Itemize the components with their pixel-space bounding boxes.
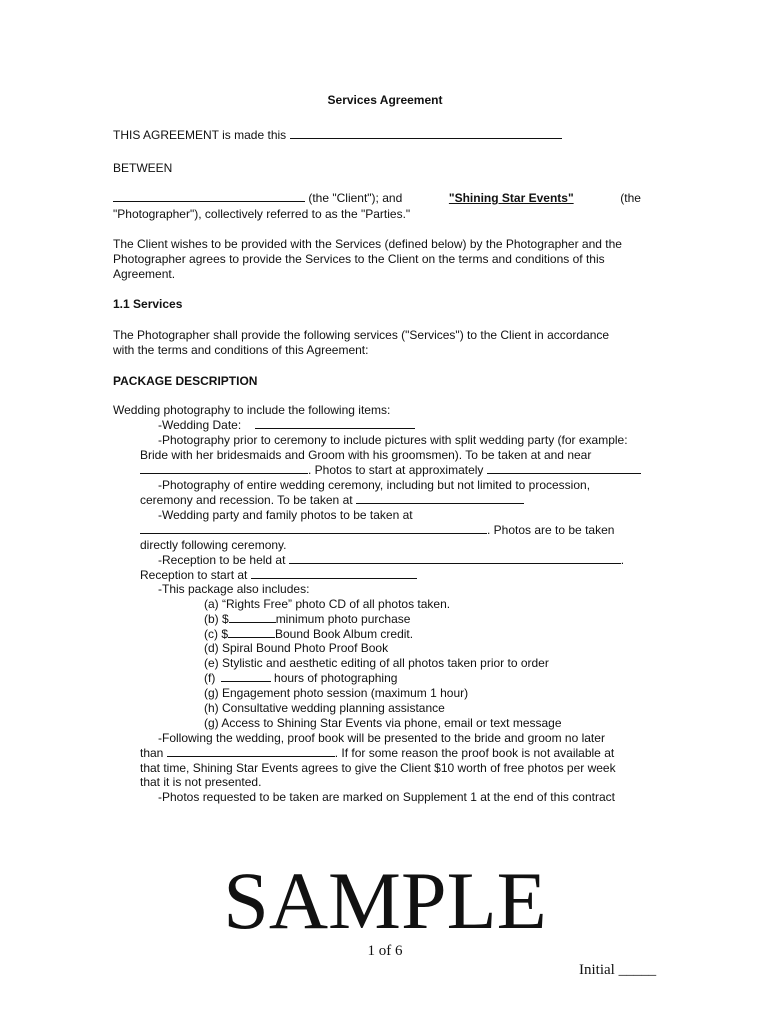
- include-g-engagement: (g) Engagement photo session (maximum 1 hour): [204, 686, 469, 700]
- client-name-blank[interactable]: [113, 191, 305, 202]
- party-family-line: -Wedding party and family photos to be taken at: [158, 508, 413, 522]
- than-text: than: [140, 746, 164, 760]
- include-e: (e) Stylistic and aesthetic editing of all photos taken prior to order: [204, 656, 549, 670]
- package-intro: Wedding photography to include the following items:: [113, 403, 391, 417]
- package-heading: PACKAGE DESCRIPTION: [113, 374, 258, 388]
- include-f-tail: hours of photographing: [274, 671, 398, 685]
- party-photos-location-blank[interactable]: [140, 523, 487, 534]
- include-c: [204, 627, 413, 642]
- entire-ceremony-line: -Photography of entire wedding ceremony, including but not limited to procession,: [158, 478, 591, 492]
- the-word: (the: [620, 191, 641, 205]
- reception-held-text: -Reception to be held at: [158, 553, 286, 567]
- services-para-line-1: The Photographer shall provide the following services ("Services") to the Client in accordance: [113, 328, 610, 342]
- photos-start-text: . Photos to start at approximately: [308, 463, 484, 477]
- reception-time-blank[interactable]: [251, 568, 417, 579]
- include-c-tail: Bound Book Album credit.: [275, 627, 414, 641]
- ceremony-recession-text: ceremony and recession. To be taken at: [140, 493, 353, 507]
- photos-taken-text: . Photos are to be taken: [487, 523, 615, 537]
- page-number: 1 of 6: [367, 943, 403, 959]
- reception-period: .: [620, 553, 625, 567]
- album-credit-blank[interactable]: [228, 627, 275, 638]
- include-f: [204, 671, 397, 686]
- proof-deadline-blank[interactable]: [167, 746, 335, 757]
- include-a: (a) “Rights Free” photo CD of all photos taken.: [204, 597, 451, 611]
- wedding-date-line: [158, 418, 415, 433]
- intro-line-2: Photographer agrees to provide the Services to the Client on the terms and conditions of this: [113, 252, 605, 266]
- reception-location-blank[interactable]: [289, 553, 621, 564]
- initial-field[interactable]: Initial _____: [579, 962, 657, 978]
- min-purchase-blank[interactable]: [229, 612, 276, 623]
- include-c-label: (c) $: [204, 627, 228, 641]
- sample-watermark: SAMPLE: [223, 855, 547, 946]
- directly-following-line: directly following ceremony.: [140, 538, 287, 552]
- following-wedding-line: -Following the wedding, proof book will be presented to the bride and groom no later: [158, 731, 605, 745]
- include-b: [204, 612, 410, 627]
- parties-line-1: [113, 191, 641, 206]
- supplement-line: -Photos requested to be taken are marked on Supplement 1 at the end of this contract: [158, 790, 615, 804]
- agreement-date-blank[interactable]: [290, 128, 562, 139]
- company-name: "Shining Star Events": [448, 191, 574, 205]
- that-time-line: that time, Shining Star Events agrees to give the Client $10 worth of free photos per week: [140, 761, 616, 775]
- wedding-date-label: -Wedding Date:: [158, 418, 242, 432]
- include-b-tail: minimum photo purchase: [275, 612, 411, 626]
- wedding-date-blank[interactable]: [255, 418, 415, 429]
- intro-line-1: The Client wishes to be provided with the Services (defined below) by the Photographer and the: [113, 237, 622, 251]
- section-heading-services: 1.1 Services: [113, 297, 183, 311]
- start-time-blank[interactable]: [487, 463, 641, 474]
- photos-taken-line: [140, 523, 614, 538]
- include-h: (h) Consultative wedding planning assistance: [204, 701, 445, 715]
- photos-start-line: [140, 463, 641, 478]
- intro-line-3: Agreement.: [113, 267, 176, 281]
- reception-start-line: [140, 568, 417, 583]
- ceremony-location-blank[interactable]: [356, 493, 524, 504]
- reception-held-line: [158, 553, 624, 568]
- services-para-line-2: with the terms and conditions of this Agreement:: [113, 343, 369, 357]
- client-paren-text: (the "Client"); and: [308, 191, 403, 205]
- between-text: BETWEEN: [113, 161, 173, 175]
- ceremony-location-line: [140, 493, 524, 508]
- reception-start-text: Reception to start at: [140, 568, 248, 582]
- include-f-label: (f): [204, 671, 216, 685]
- include-b-label: (b) $: [204, 612, 229, 626]
- parties-line-2: "Photographer"), collectively referred to as the "Parties.": [113, 207, 411, 221]
- include-d: (d) Spiral Bound Photo Proof Book: [204, 641, 389, 655]
- proof-book-deadline-line: [140, 746, 614, 761]
- include-g-access: (g) Access to Shining Star Events via phone, email or text message: [204, 716, 562, 730]
- package-also-line: -This package also includes:: [158, 582, 310, 596]
- bride-line: Bride with her bridesmaids and Groom with his groomsmen). To be taken at and near: [140, 448, 592, 462]
- hours-blank[interactable]: [221, 671, 271, 682]
- document-title: Services Agreement: [327, 93, 443, 107]
- agreement-date-line: [113, 128, 562, 143]
- agreement-made-text: THIS AGREEMENT is made this: [113, 128, 287, 142]
- not-presented-line: that it is not presented.: [140, 775, 262, 789]
- prior-ceremony-line: -Photography prior to ceremony to include pictures with split wedding party (for example:: [158, 433, 628, 447]
- location-before-blank[interactable]: [140, 463, 308, 474]
- if-reason-text: . If for some reason the proof book is not available at: [334, 746, 615, 760]
